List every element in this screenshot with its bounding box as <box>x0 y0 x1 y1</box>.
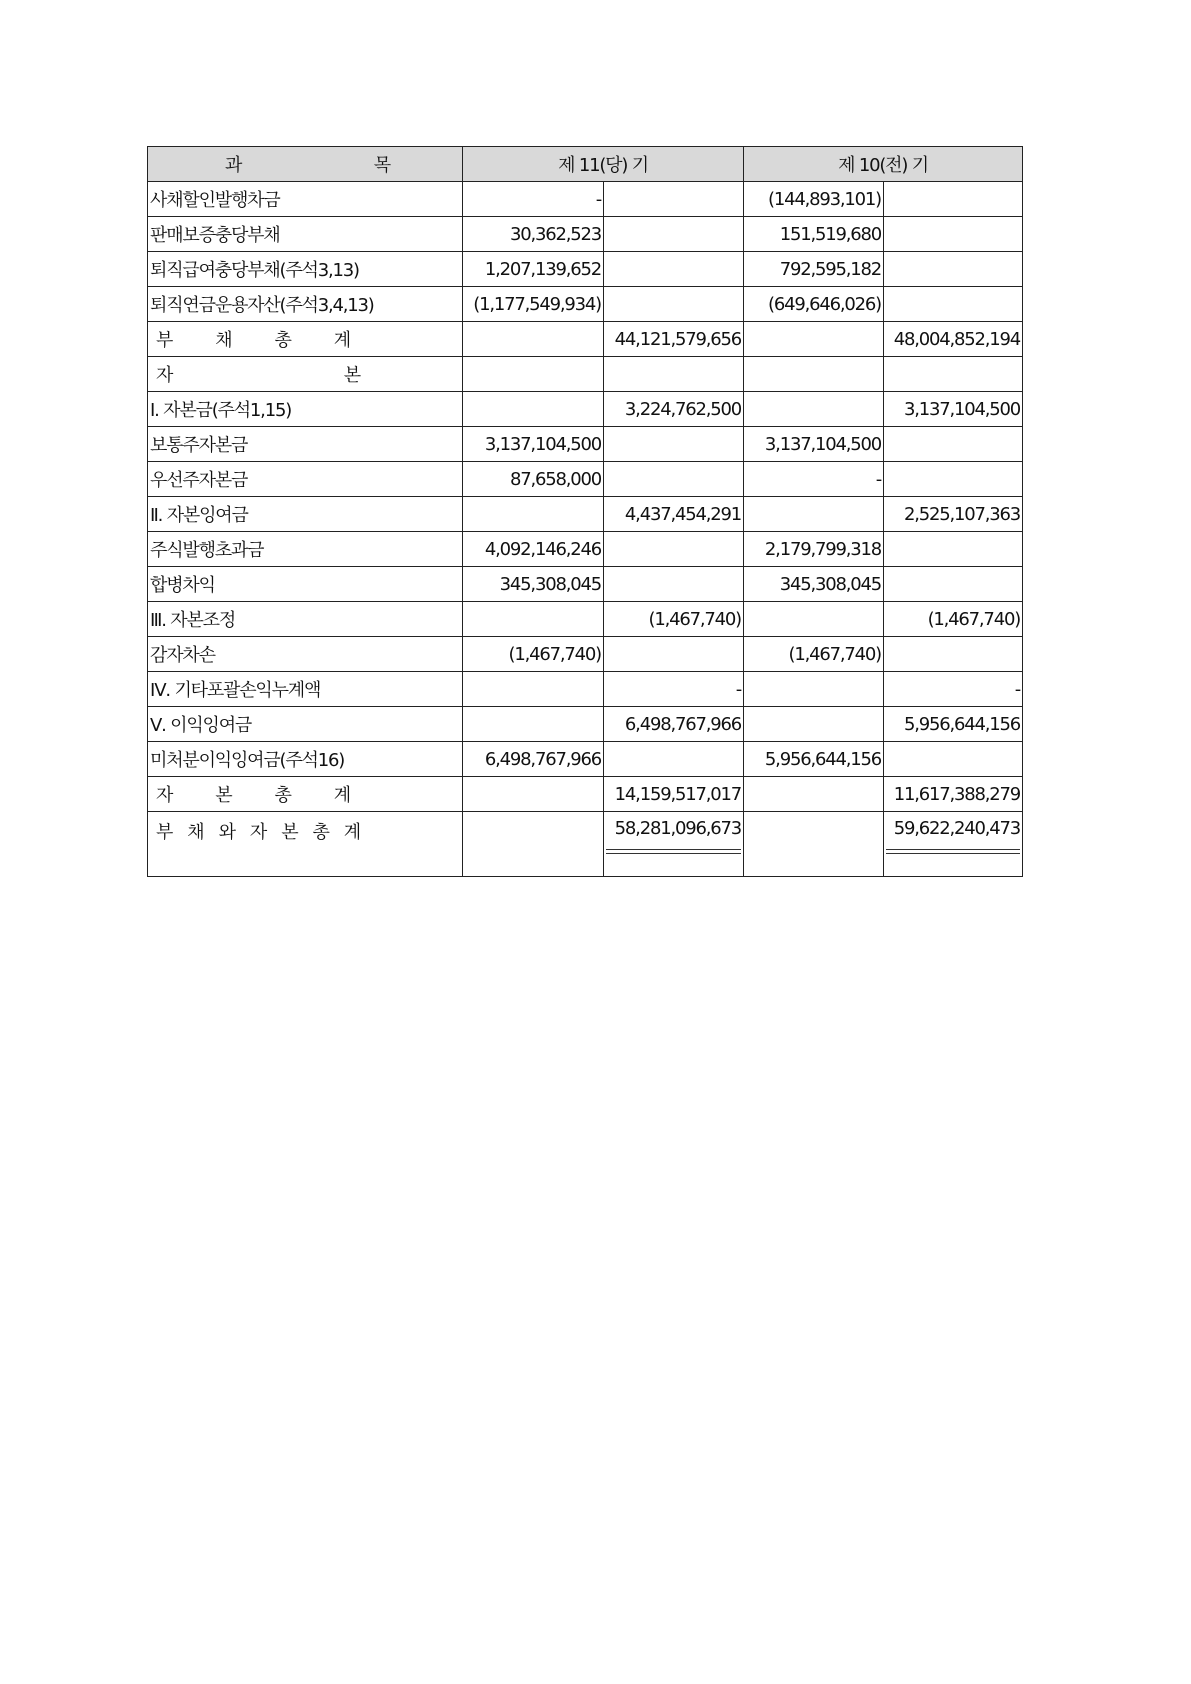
table-row-equity-total <box>148 777 1023 812</box>
prior-total: 2,525,107,363 <box>884 497 1023 532</box>
prior-total <box>884 357 1023 392</box>
prior-detail <box>744 322 884 357</box>
current-total <box>604 742 744 777</box>
label-char: 총 <box>274 785 291 806</box>
current-detail: 87,658,000 <box>463 462 604 497</box>
current-total <box>604 287 744 322</box>
table-row <box>148 252 1023 287</box>
table-row <box>148 637 1023 672</box>
row-label: 주식발행초과금 <box>148 532 463 567</box>
header-current-period: 제 11(당) 기 <box>463 147 744 182</box>
table-row <box>148 182 1023 217</box>
row-label: Ⅰ. 자본금(주석1,15) <box>148 392 463 427</box>
double-underline <box>606 849 741 854</box>
label-char: 자 <box>156 365 173 386</box>
table-row-equity-heading <box>148 357 1023 392</box>
current-total <box>604 427 744 462</box>
prior-total: 5,956,644,156 <box>884 707 1023 742</box>
current-total <box>604 182 744 217</box>
prior-detail <box>744 812 884 877</box>
prior-total <box>884 287 1023 322</box>
prior-total <box>884 532 1023 567</box>
current-total <box>604 357 744 392</box>
row-label <box>148 322 463 357</box>
row-label: 합병차익 <box>148 567 463 602</box>
prior-detail: 151,519,680 <box>744 217 884 252</box>
prior-total <box>884 567 1023 602</box>
header-subject-char: 과 <box>225 155 242 176</box>
header-prior-period: 제 10(전) 기 <box>744 147 1023 182</box>
row-label: 퇴직연금운용자산(주석3,4,13) <box>148 287 463 322</box>
current-total: 6,498,767,966 <box>604 707 744 742</box>
current-detail: 1,207,139,652 <box>463 252 604 287</box>
row-label: 우선주자본금 <box>148 462 463 497</box>
header-subject <box>148 147 463 182</box>
prior-total <box>884 742 1023 777</box>
balance-sheet-table <box>147 146 1023 877</box>
prior-total: 48,004,852,194 <box>884 322 1023 357</box>
label-char: 본 <box>343 365 360 386</box>
current-detail: (1,467,740) <box>463 637 604 672</box>
prior-total <box>884 637 1023 672</box>
prior-detail <box>744 357 884 392</box>
prior-total: (1,467,740) <box>884 602 1023 637</box>
prior-total <box>884 427 1023 462</box>
table-row <box>148 427 1023 462</box>
current-total <box>604 567 744 602</box>
row-label: 보통주자본금 <box>148 427 463 462</box>
table-row <box>148 497 1023 532</box>
prior-total <box>884 812 1023 877</box>
row-label: 판매보증충당부채 <box>148 217 463 252</box>
current-total <box>604 252 744 287</box>
label-char: 본 <box>215 785 232 806</box>
table-row <box>148 602 1023 637</box>
current-total: 4,437,454,291 <box>604 497 744 532</box>
prior-detail: (1,467,740) <box>744 637 884 672</box>
current-total: - <box>604 672 744 707</box>
row-label: Ⅳ. 기타포괄손익누계액 <box>148 672 463 707</box>
current-detail: 345,308,045 <box>463 567 604 602</box>
prior-detail <box>744 497 884 532</box>
row-label: Ⅴ. 이익잉여금 <box>148 707 463 742</box>
prior-total: 11,617,388,279 <box>884 777 1023 812</box>
double-underline <box>886 849 1020 854</box>
row-label <box>148 812 463 877</box>
prior-total <box>884 462 1023 497</box>
row-label: 퇴직급여충당부채(주석3,13) <box>148 252 463 287</box>
current-detail <box>463 707 604 742</box>
table-row-liabilities-total <box>148 322 1023 357</box>
row-label <box>148 777 463 812</box>
current-total: 3,224,762,500 <box>604 392 744 427</box>
label-char: 총 <box>274 330 291 351</box>
current-total <box>604 462 744 497</box>
table-row <box>148 672 1023 707</box>
prior-detail <box>744 707 884 742</box>
current-detail <box>463 812 604 877</box>
header-subject-char: 목 <box>373 155 390 176</box>
prior-detail <box>744 672 884 707</box>
prior-total <box>884 217 1023 252</box>
table-row <box>148 567 1023 602</box>
prior-detail: - <box>744 462 884 497</box>
table-row <box>148 462 1023 497</box>
prior-detail: 5,956,644,156 <box>744 742 884 777</box>
table-row <box>148 532 1023 567</box>
prior-detail <box>744 602 884 637</box>
row-label: 사채할인발행차금 <box>148 182 463 217</box>
current-total <box>604 532 744 567</box>
current-detail: - <box>463 182 604 217</box>
table-row <box>148 742 1023 777</box>
label-char: 자 <box>249 822 267 843</box>
current-detail <box>463 777 604 812</box>
row-label: Ⅲ. 자본조정 <box>148 602 463 637</box>
current-grand-total-value: 58,281,096,673 <box>614 818 742 839</box>
label-char: 채 <box>187 822 204 843</box>
current-detail: 30,362,523 <box>463 217 604 252</box>
prior-detail: 3,137,104,500 <box>744 427 884 462</box>
current-total <box>604 637 744 672</box>
label-char: 계 <box>333 785 350 806</box>
current-total: 44,121,579,656 <box>604 322 744 357</box>
current-detail: (1,177,549,934) <box>463 287 604 322</box>
current-detail: 4,092,146,246 <box>463 532 604 567</box>
label-char: 자 <box>156 785 173 806</box>
label-char: 채 <box>215 330 232 351</box>
prior-total: - <box>884 672 1023 707</box>
label-char: 부 <box>156 822 173 843</box>
current-total: 14,159,517,017 <box>604 777 744 812</box>
table-row <box>148 707 1023 742</box>
prior-detail: (144,893,101) <box>744 182 884 217</box>
label-char: 와 <box>218 822 235 843</box>
current-detail <box>463 357 604 392</box>
label-char: 부 <box>156 330 173 351</box>
prior-total <box>884 252 1023 287</box>
label-char: 계 <box>333 330 350 351</box>
prior-grand-total-value: 59,622,240,473 <box>893 818 1021 839</box>
prior-detail: 792,595,182 <box>744 252 884 287</box>
prior-detail: (649,646,026) <box>744 287 884 322</box>
label-char: 본 <box>281 822 298 843</box>
current-detail <box>463 392 604 427</box>
prior-detail <box>744 777 884 812</box>
table-header-row <box>148 147 1023 182</box>
prior-detail <box>744 392 884 427</box>
label-char: 총 <box>312 822 329 843</box>
current-total: (1,467,740) <box>604 602 744 637</box>
prior-detail: 345,308,045 <box>744 567 884 602</box>
table-row <box>148 392 1023 427</box>
current-total <box>604 812 744 877</box>
current-detail <box>463 322 604 357</box>
table-row <box>148 287 1023 322</box>
current-detail: 3,137,104,500 <box>463 427 604 462</box>
row-label: Ⅱ. 자본잉여금 <box>148 497 463 532</box>
current-detail <box>463 672 604 707</box>
prior-detail: 2,179,799,318 <box>744 532 884 567</box>
current-total <box>604 217 744 252</box>
table-row <box>148 217 1023 252</box>
row-label: 미처분이익잉여금(주석16) <box>148 742 463 777</box>
current-detail <box>463 602 604 637</box>
row-label <box>148 357 463 392</box>
prior-total: 3,137,104,500 <box>884 392 1023 427</box>
current-detail: 6,498,767,966 <box>463 742 604 777</box>
current-detail <box>463 497 604 532</box>
label-char: 계 <box>343 822 360 843</box>
prior-total <box>884 182 1023 217</box>
table-row-grand-total <box>148 812 1023 877</box>
row-label: 감자차손 <box>148 637 463 672</box>
